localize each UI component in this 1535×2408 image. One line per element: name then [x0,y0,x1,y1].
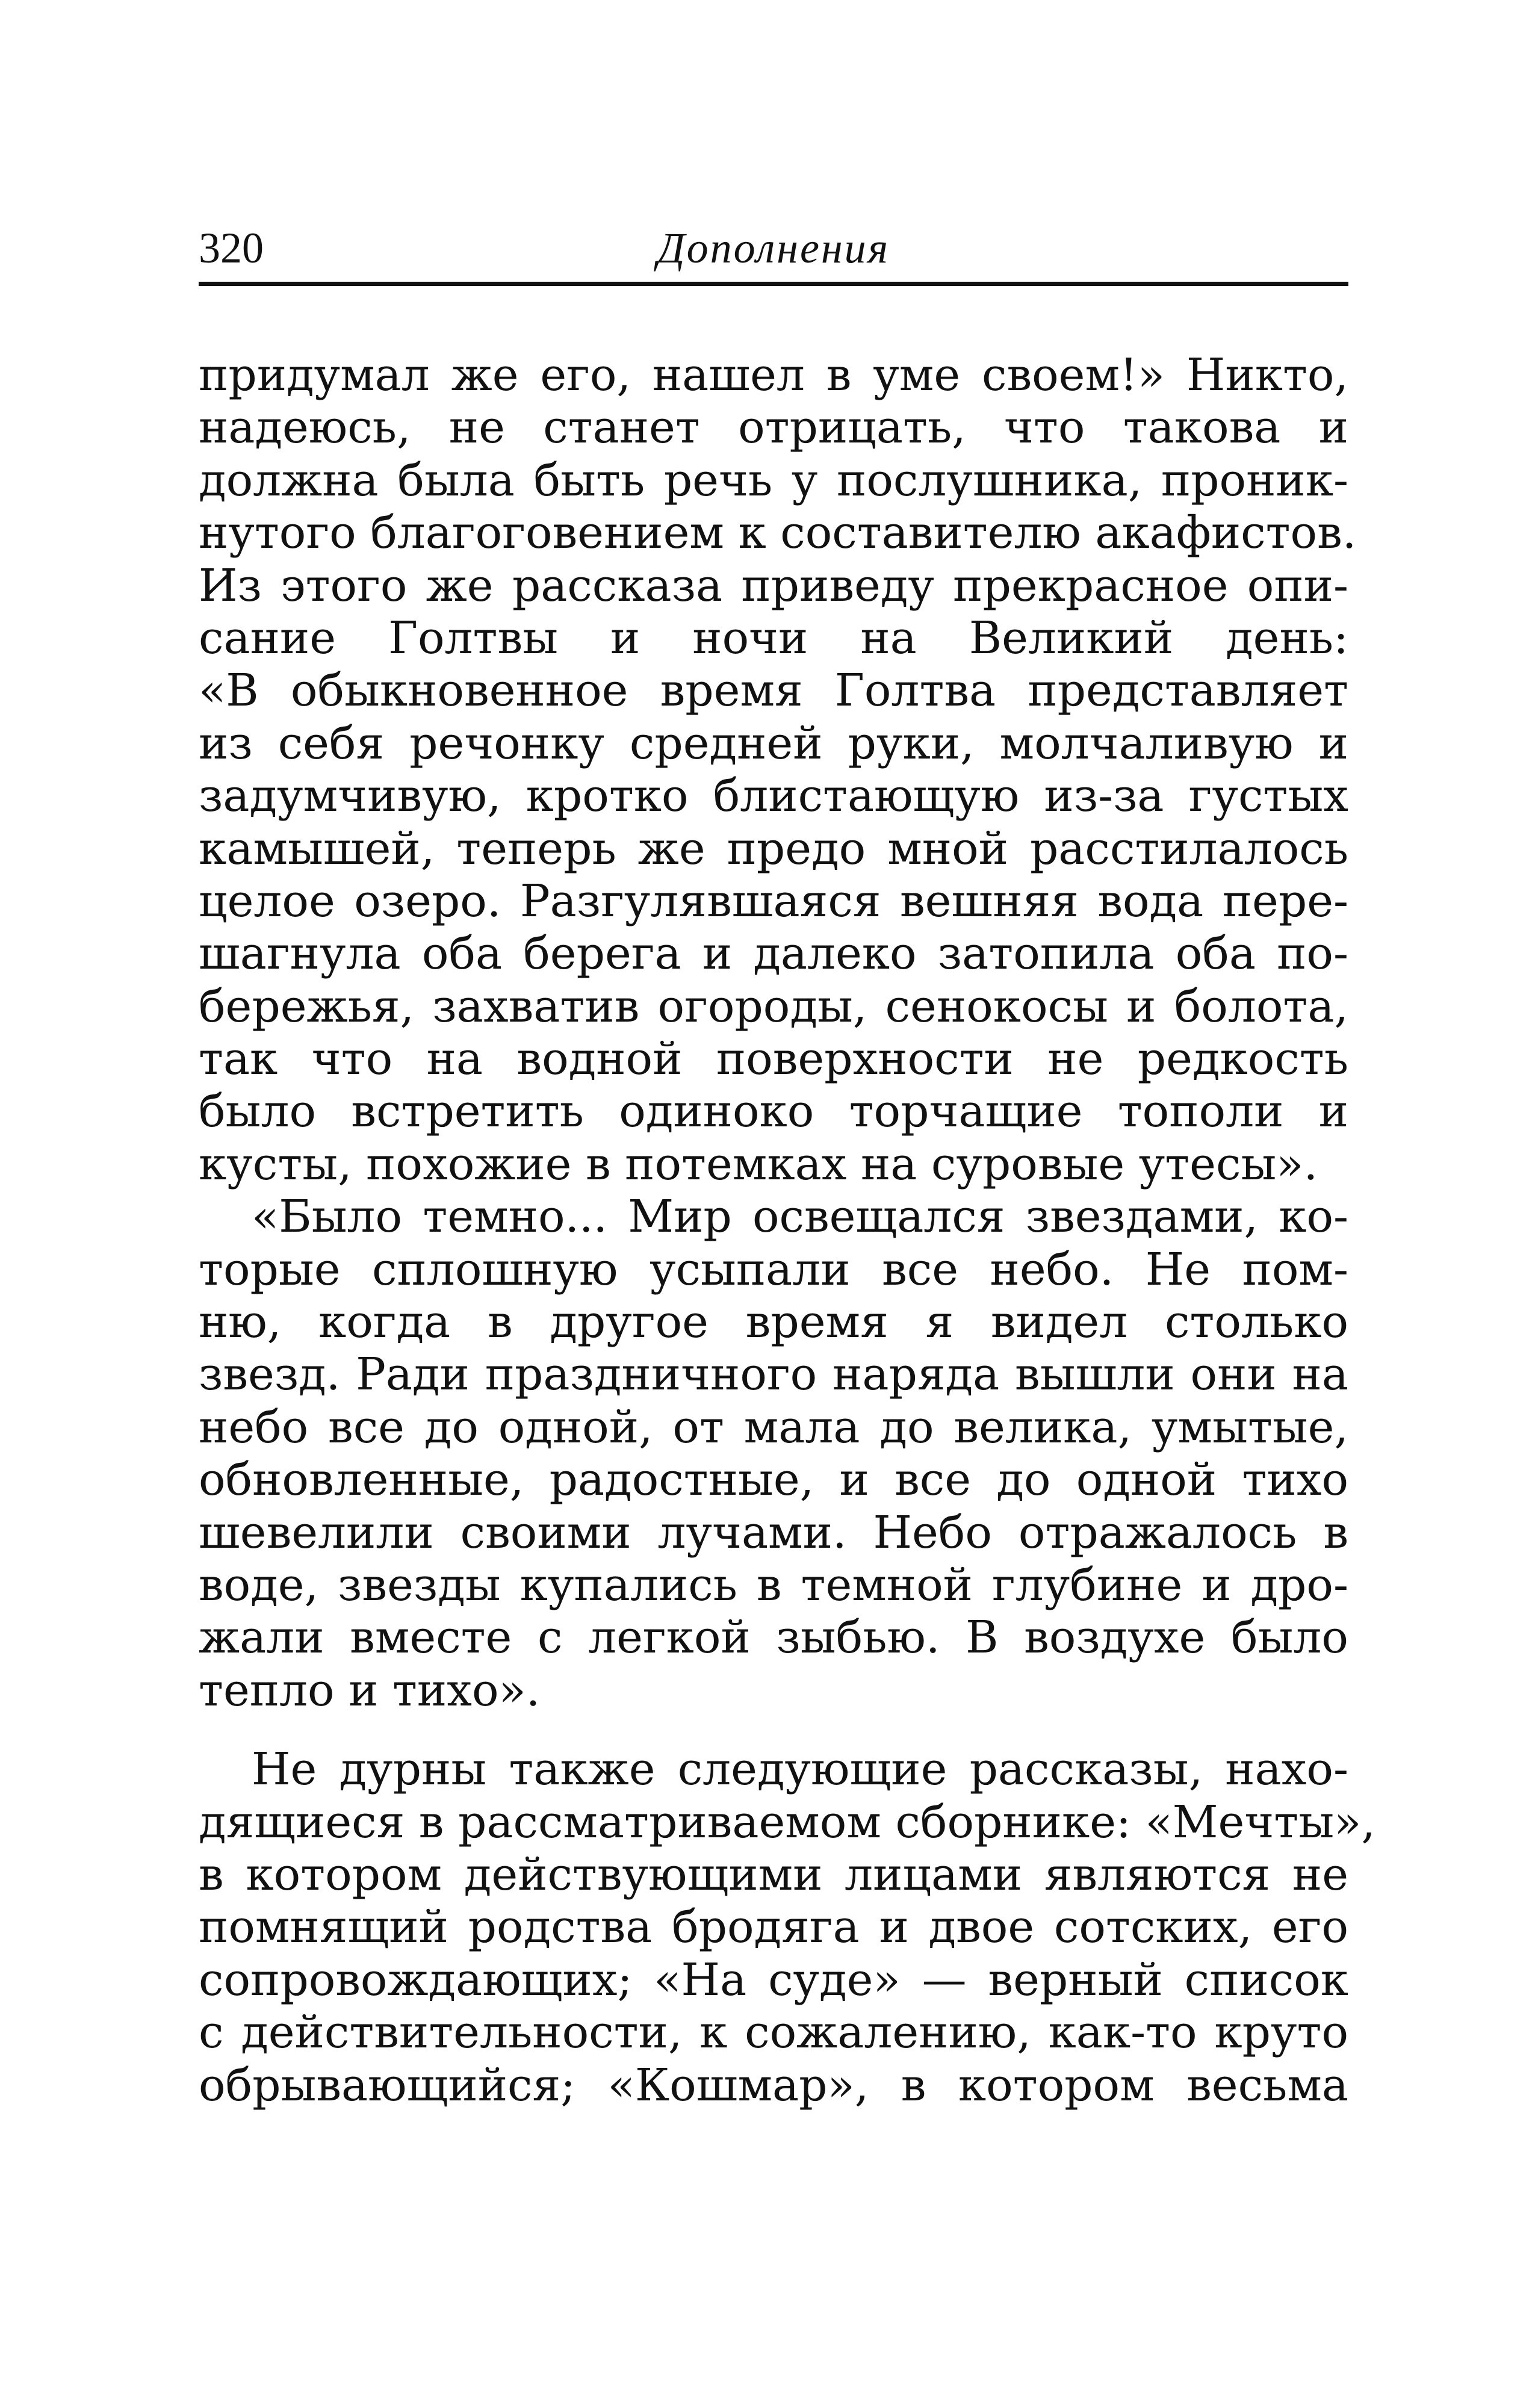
text-line: сопровождающих; «На суде» — верный список [199,1953,1348,2006]
running-head [199,218,1348,278]
text-line: задумчивую, кротко блистающую из-за густых [199,770,1348,822]
text-line: Не дурны также следующие рассказы, нахо- [252,1743,1348,1796]
text-line: с действительности, к сожалению, как-то круто [199,2006,1348,2059]
text-line: нутого благоговением к составителю акафистов. [199,507,1357,559]
text-line: в котором действующими лицами являются не [199,1848,1348,1901]
section-title: Дополнения [657,224,890,272]
text-line: воде, звезды купались в темной глубине и дро- [199,1559,1348,1611]
text-line: торые сплошную усыпали все небо. Не пом- [199,1243,1348,1296]
text-line: сание Голтвы и ночи на Великий день: [199,612,1348,664]
text-line: тепло и тихо». [199,1664,541,1716]
text-line: обновленные, радостные, и все до одной тихо [199,1454,1348,1506]
text-line: Из этого же рассказа приведу прекрасное опи- [199,559,1348,612]
text-line: бережья, захватив огороды, сенокосы и болота, [199,980,1348,1032]
text-line: звезд. Ради праздничного наряда вышли они на [199,1348,1348,1401]
page-number: 320 [199,224,264,272]
text-line: обрывающийся; «Кошмар», в котором весьма [199,2059,1348,2111]
text-line: жали вместе с легкой зыбью. В воздухе было [199,1612,1348,1664]
text-line: небо все до одной, от мала до велика, умытые, [199,1401,1348,1453]
paragraph [199,349,1357,1191]
text-line: помнящий родства бродяга и двое сотских, его [199,1901,1348,1953]
text-line: дящиеся в рассматриваемом сборнике: «Мечты», [199,1796,1375,1848]
text-line: должна была быть речь у послушника, проник- [199,454,1348,506]
paragraph [199,1191,1348,1717]
paragraph-spacer [199,1717,1348,1743]
text-line: так что на водной поверхности не редкость [199,1033,1348,1085]
text-line: из себя речонку средней руки, молчаливую и [199,717,1348,769]
text-line: камышей, теперь же предо мной расстилалось [199,822,1348,875]
text-line: шевелили своими лучами. Небо отражалось в [199,1506,1348,1559]
text-line: «Было темно... Мир освещался звездами, ко- [252,1191,1348,1243]
text-line: целое озеро. Разгулявшаяся вешняя вода пере- [199,875,1348,927]
header-rule [199,282,1348,286]
text-line: было встретить одиноко торчащие тополи и [199,1085,1348,1138]
text-line: шагнула оба берега и далеко затопила оба по- [199,928,1348,980]
text-line: «В обыкновенное время Голтва представляет [199,665,1348,717]
text-line: ню, когда в другое время я видел столько [199,1296,1348,1348]
paragraph [199,1743,1375,2112]
text-line: надеюсь, не станет отрицать, что такова и [199,402,1348,454]
text-line: придумал же его, нашел в уме своем!» Никто, [199,349,1348,401]
text-line: кусты, похожие в потемках на суровые утесы». [199,1138,1318,1190]
body-text [199,349,1375,2112]
